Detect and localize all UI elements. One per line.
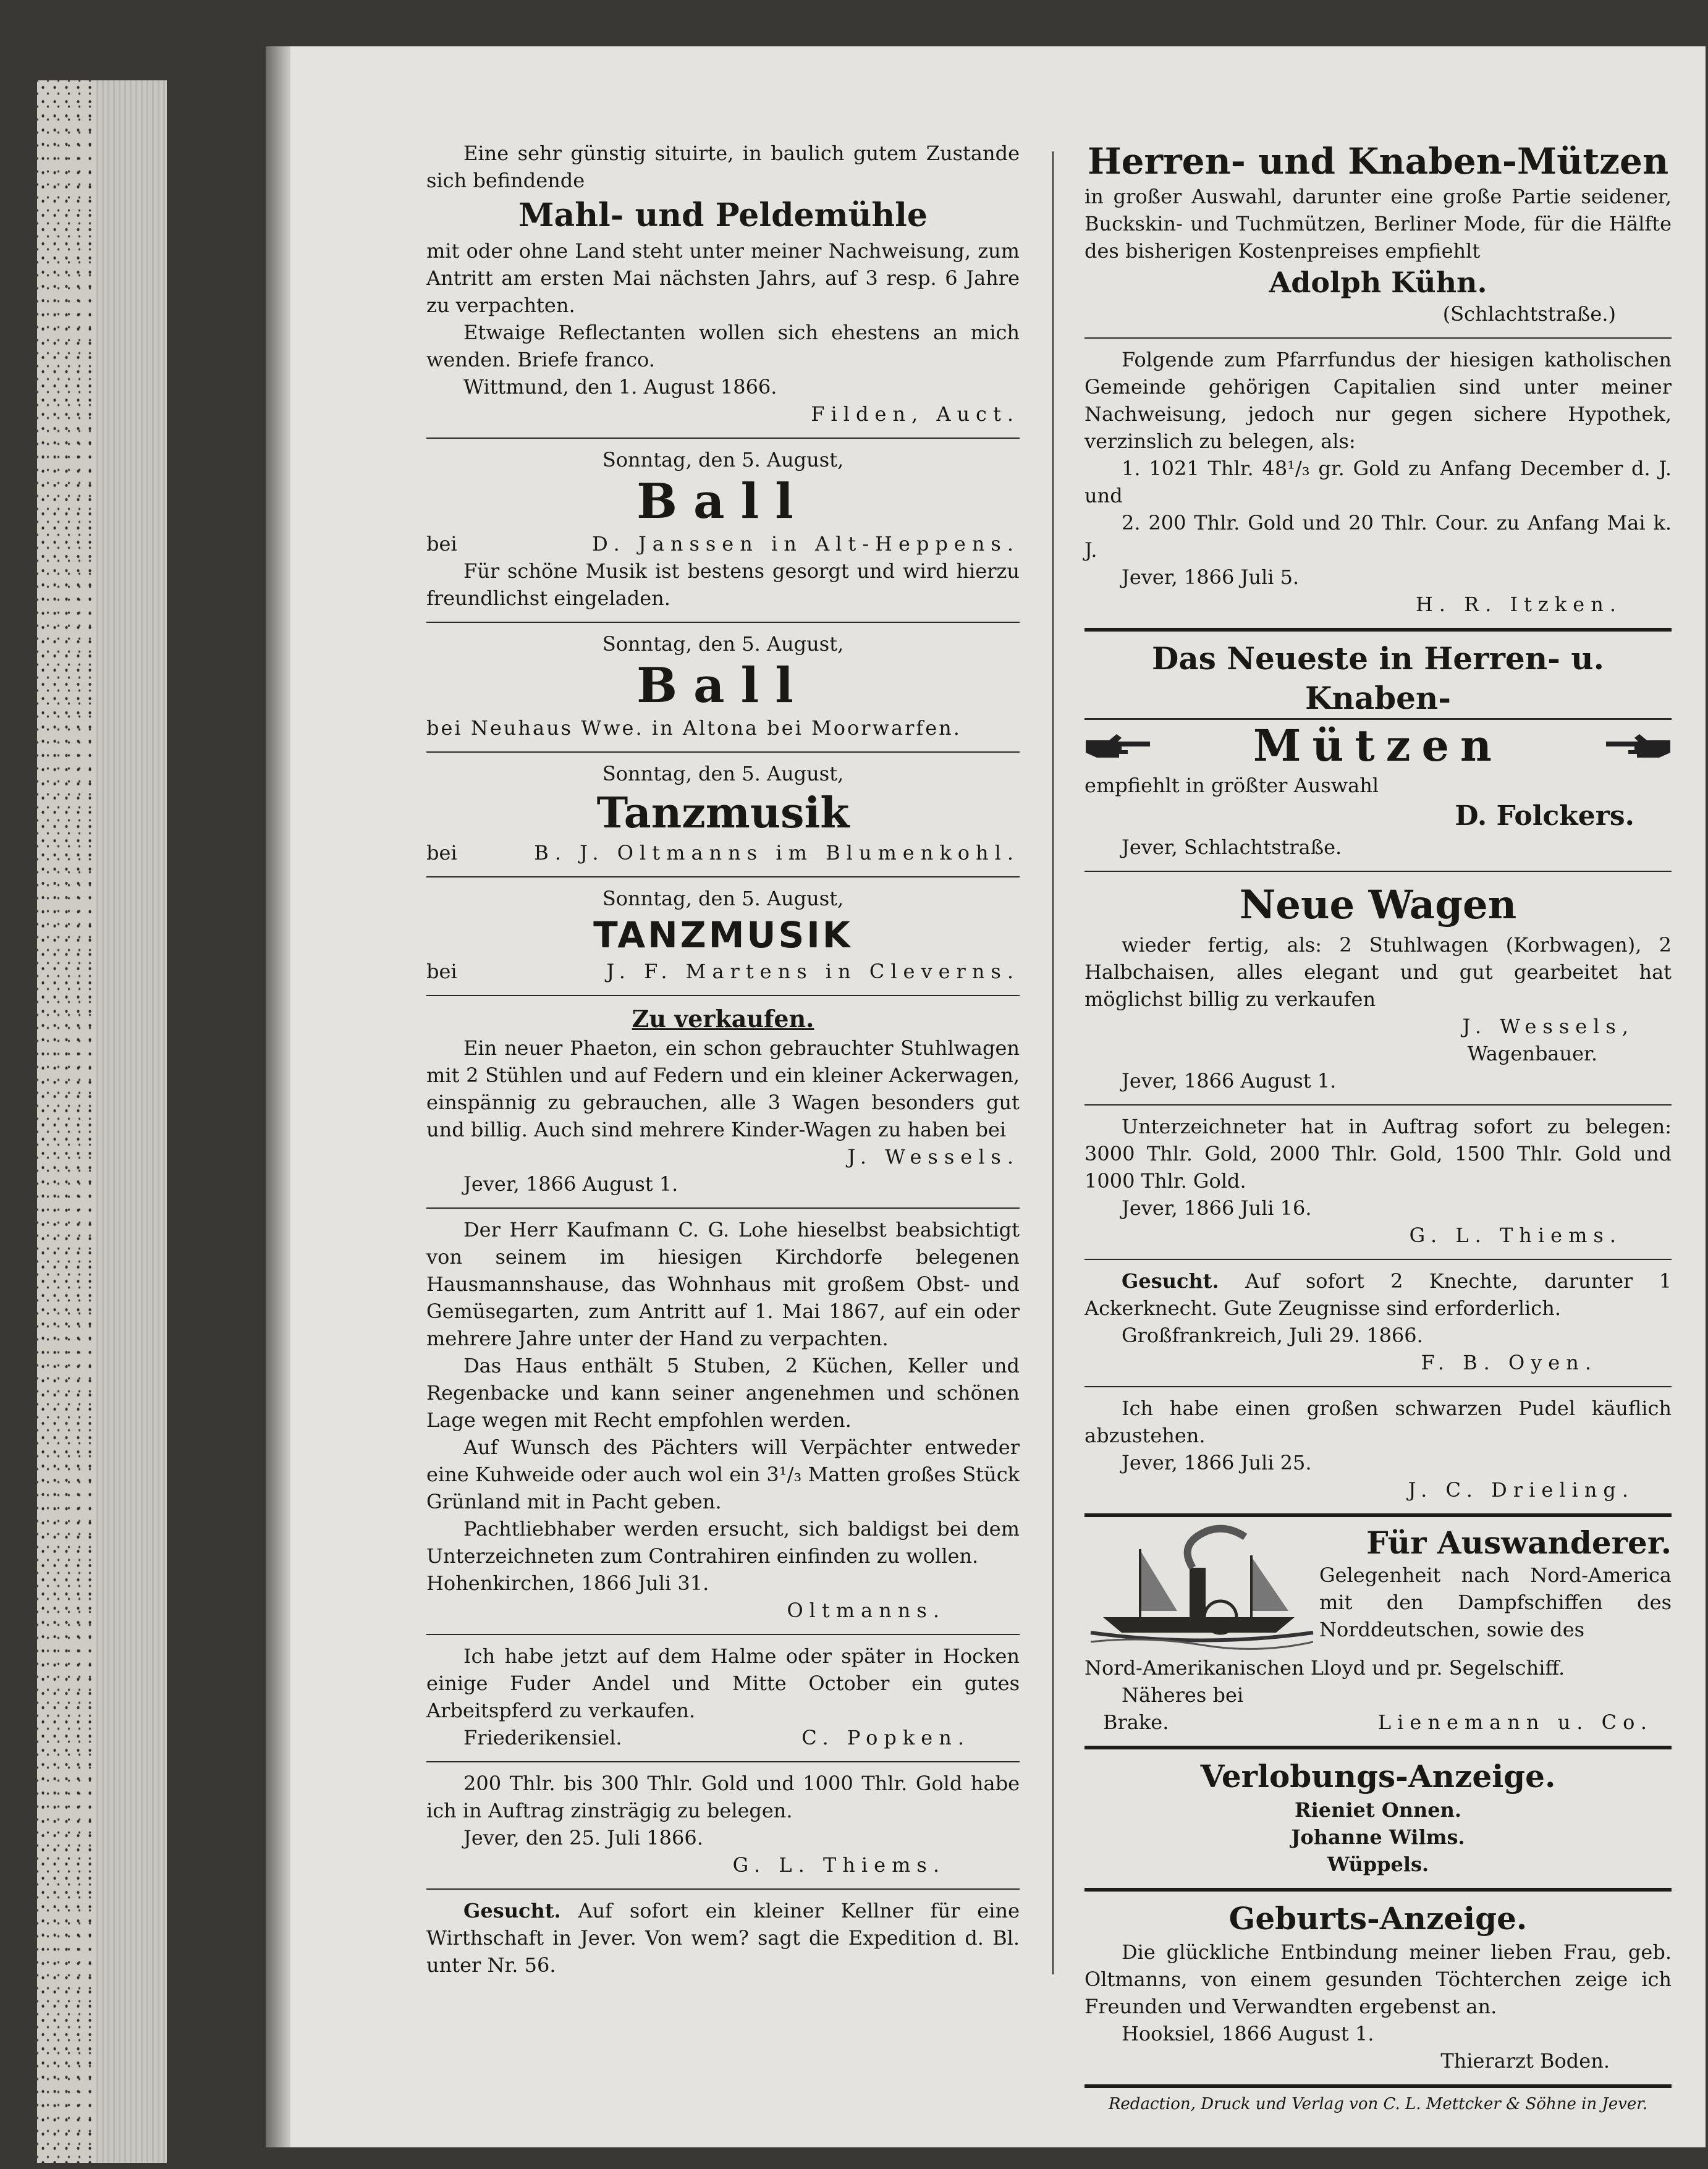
ad-place-date: Jever, 1866 August 1. xyxy=(463,1172,679,1196)
ad-headline: Das Neueste in Herren- u. Knaben- xyxy=(1084,639,1672,720)
ad-signature: J. C. Drieling. xyxy=(1408,1478,1634,1502)
ad-place-date: Jever, 1866 August 1. xyxy=(1122,1069,1337,1093)
ad-separator xyxy=(426,622,1020,623)
ad-ball-janssen xyxy=(426,442,1020,618)
ad-headline: Tanzmusik xyxy=(596,789,850,838)
steamship-illustration xyxy=(1084,1524,1319,1654)
ad-signature: Thierarzt Boden. xyxy=(1440,2049,1610,2073)
ad-name: Rieniet Onnen. xyxy=(1295,1798,1461,1822)
ad-prefix: bei xyxy=(426,960,457,983)
ad-signature: G. L. Thiems. xyxy=(1409,1224,1622,1247)
ad-text: 200 Thlr. bis 300 Thlr. Gold und 1000 Thlr. Gold habe ich in Auftrag zinsträgig zu belegen. xyxy=(426,1772,1020,1822)
ad-wagen-verkauf xyxy=(426,1000,1020,1204)
ad-text: Folgende zum Pfarrfundus der hiesigen katholischen Gemeinde gehörigen Capitalien sind unter meiner Nachweisung, jedoch nur gegen sichere Hypothek, verzinslich zu belegen, als: xyxy=(1084,348,1672,453)
ad-tanzmusik-oltmanns xyxy=(426,756,1020,873)
ad-lead: Gesucht. xyxy=(463,1899,561,1922)
ad-thiems-belegen xyxy=(1084,1109,1672,1255)
ad-signature: H. R. Itzken. xyxy=(1415,593,1622,616)
ad-place-date: Jever, Schlachtstraße. xyxy=(1122,835,1342,859)
ad-subtitle: (Schlachtstraße.) xyxy=(1442,302,1616,326)
ad-separator xyxy=(1084,1513,1672,1517)
ad-place-date: Jever, 1866 Juli 5. xyxy=(1122,565,1300,589)
ad-date: Sonntag, den 5. August, xyxy=(602,887,844,910)
ad-name: Johanne Wilms. xyxy=(1291,1825,1465,1849)
ad-headline: TANZMUSIK xyxy=(593,914,853,956)
ad-separator xyxy=(1084,337,1672,339)
ad-text: in großer Auswahl, darunter eine große Partie seidener, Buckskin- und Tuchmützen, Berliner Mode, für die Hälfte des bisherigen Kostenpreises empfiehlt xyxy=(1084,185,1672,263)
ad-text: Auf sofort ein kleiner Kellner für eine Wirthschaft in Jever. Von wem? sagt die Expedition d. Bl. unter Nr. 56. xyxy=(426,1899,1020,1977)
column-divider xyxy=(1052,151,1054,1974)
ad-signature-sub: Wagenbauer. xyxy=(1467,1042,1597,1065)
ad-tanzmusik-martens xyxy=(426,881,1020,991)
ad-separator xyxy=(426,1888,1020,1890)
ad-date: Sonntag, den 5. August, xyxy=(602,448,844,471)
ad-signature: C. Popken. xyxy=(801,1726,970,1749)
pointing-hand-icon xyxy=(1604,732,1672,760)
ad-pfarrfundus xyxy=(1084,342,1672,624)
ad-venue: bei Neuhaus Wwe. in Altona bei Moorwarfen. xyxy=(426,716,962,740)
ad-separator xyxy=(426,438,1020,439)
ad-headline: Herren- und Knaben-Mützen xyxy=(1087,140,1669,182)
ad-separator xyxy=(1084,1746,1672,1749)
ad-signature: F. B. Oyen. xyxy=(1421,1351,1597,1374)
ad-gesucht-kellner xyxy=(426,1893,1020,1985)
ad-place-date: Wittmund, den 1. August 1866. xyxy=(463,375,777,399)
ad-headline: Verlobungs-Anzeige. xyxy=(1200,1758,1556,1795)
ad-separator xyxy=(1084,1104,1672,1106)
ad-venue: B. J. Oltmanns im Blumenkohl. xyxy=(534,841,1020,865)
ad-text: empfiehlt in größter Auswahl xyxy=(1084,774,1379,797)
ad-text: Ein neuer Phaeton, ein schon gebrauchter Stuhlwagen mit 2 Stühlen und auf Federn und ein kleiner Ackerwagen, einspännig zu gebrauchen, alle 3 Wagen besonders gut und billig. Auch sind mehrere Kinder-Wagen zu haben bei xyxy=(426,1036,1020,1141)
ad-neue-wagen xyxy=(1084,876,1672,1101)
ad-thiems-gold xyxy=(426,1766,1020,1885)
ad-place-date: Jever, den 25. Juli 1866. xyxy=(463,1826,703,1850)
ad-venue: D. Janssen in Alt-Heppens. xyxy=(592,532,1020,556)
ad-place-date: Jever, 1866 Juli 25. xyxy=(1122,1451,1312,1474)
ad-text: mit oder ohne Land steht unter meiner Nachweisung, zum Antritt am ersten Mai nächsten Jahrs, auf 3 resp. 6 Jahre zu verpachten. xyxy=(426,239,1020,317)
ad-place: Wüppels. xyxy=(1327,1853,1429,1876)
ad-text: Nord-Amerikanischen Lloyd und pr. Segelschiff. xyxy=(1084,1656,1565,1680)
ad-signature: D. Folckers. xyxy=(1455,800,1634,832)
ad-prefix: bei xyxy=(426,532,457,556)
ad-place-date: Jever, 1866 Juli 16. xyxy=(1122,1196,1312,1220)
ad-gesucht-knechte xyxy=(1084,1264,1672,1382)
ad-place-date: Großfrankreich, Juli 29. 1866. xyxy=(1122,1324,1423,1347)
ad-separator xyxy=(426,751,1020,753)
ad-more: Näheres bei xyxy=(1122,1683,1244,1707)
ad-verpachtung-lohe xyxy=(426,1212,1020,1630)
footer-separator xyxy=(1084,2084,1672,2088)
ad-separator xyxy=(426,1761,1020,1762)
ad-text: Etwaige Reflectanten wollen sich ehestens an mich wenden. Briefe franco. xyxy=(426,321,1020,371)
ad-separator xyxy=(1084,1386,1672,1387)
ad-signature: G. L. Thiems. xyxy=(732,1853,945,1877)
ad-headline: Mahl- und Peldemühle xyxy=(518,197,928,234)
right-column xyxy=(1084,136,1672,2116)
ad-geburt xyxy=(1084,1895,1672,2081)
ad-separator xyxy=(426,1207,1020,1209)
ad-headline: Für Auswanderer. xyxy=(1366,1524,1672,1561)
ad-text: Eine sehr günstig situirte, in baulich gutem Zustande sich befindende xyxy=(426,142,1020,192)
ad-signature: Adolph Kühn. xyxy=(1269,266,1487,299)
ad-separator xyxy=(426,1634,1020,1635)
ad-separator xyxy=(1084,1259,1672,1260)
ad-muetzen-kuehn xyxy=(1084,136,1672,334)
ad-place-date: Hohenkirchen, 1866 Juli 31. xyxy=(426,1571,709,1595)
pointing-hand-icon xyxy=(1084,732,1152,760)
book-edge-speckle xyxy=(37,80,96,2163)
ad-venue: J. F. Martens in Cleverns. xyxy=(606,960,1020,983)
ad-signature: Oltmanns. xyxy=(787,1599,945,1622)
ad-verlobung xyxy=(1084,1753,1672,1884)
ad-list-item: 2. 200 Thlr. Gold und 20 Thlr. Cour. zu Anfang Mai k. J. xyxy=(1084,511,1672,562)
ad-place: Brake. xyxy=(1103,1710,1169,1734)
ad-text: Der Herr Kaufmann C. G. Lohe hieselbst beabsichtigt von seinem im hiesigen Kirchdorfe belegenen Hausmannshause, das Wohnhaus mit großem Obst- und Gemüsegarten, zum Antritt auf 1. Mai 1867, auf ein oder mehrere Jahre unter der Hand zu verpachten. xyxy=(426,1218,1020,1350)
ad-separator xyxy=(1084,628,1672,632)
ad-text: Unterzeichneter hat in Auftrag sofort zu belegen: 3000 Thlr. Gold, 2000 Thlr. Gold, 1500 Thlr. Gold und 1000 Thlr. Gold. xyxy=(1084,1115,1672,1193)
ad-big-word: Mützen xyxy=(1253,720,1503,771)
ad-text: Pachtliebhaber werden ersucht, sich baldigst bei dem Unterzeichneten zum Contrahiren einfinden zu wollen. xyxy=(426,1517,1020,1568)
ad-pudel xyxy=(1084,1391,1672,1510)
ad-place-date: Hooksiel, 1866 August 1. xyxy=(1122,2022,1374,2045)
ad-muehle xyxy=(426,136,1020,434)
ad-headline: Ball xyxy=(636,657,810,714)
ad-text: wieder fertig, als: 2 Stuhlwagen (Korbwagen), 2 Halbchaisen, alles elegant und gut gearbeitet hat möglichst billig zu verkaufen xyxy=(1084,933,1672,1011)
ad-list-item: 1. 1021 Thlr. 48¹/₃ gr. Gold zu Anfang December d. J. und xyxy=(1084,457,1672,507)
ad-signature: J. Wessels, xyxy=(1462,1015,1634,1038)
ad-headline: Zu verkaufen. xyxy=(632,1005,814,1033)
ad-text: Das Haus enthält 5 Stuben, 2 Küchen, Keller und Regenbacke und kann seiner angenehmen und schönen Lage wegen mit Recht empfohlen werden. xyxy=(426,1354,1020,1432)
ad-separator xyxy=(426,995,1020,996)
ad-headline: Neue Wagen xyxy=(1239,882,1517,928)
ad-headline: Geburts-Anzeige. xyxy=(1228,1900,1528,1937)
ad-ball-neuhaus xyxy=(426,627,1020,748)
ad-place-date: Friederikensiel. xyxy=(463,1726,622,1749)
ad-lead: Gesucht. xyxy=(1122,1269,1219,1293)
ad-signature: J. Wessels. xyxy=(847,1145,1020,1169)
ad-text: Gelegenheit nach Nord-America mit den Dampfschiffen des Norddeutschen, sowie des xyxy=(1319,1563,1672,1641)
ad-text: Ich habe einen großen schwarzen Pudel käuflich abzustehen. xyxy=(1084,1397,1672,1447)
ad-date: Sonntag, den 5. August, xyxy=(602,762,844,785)
ad-headline: Ball xyxy=(636,473,810,530)
ad-text: Auf Wunsch des Pächters will Verpächter entweder eine Kuhweide oder auch wol ein 3¹/₃ Matten großes Stück Grünland mit in Pacht geben. xyxy=(426,1435,1020,1513)
ad-text: Auf sofort 2 Knechte, darunter 1 Ackerknecht. Gute Zeugnisse sind erforderlich. xyxy=(1084,1269,1672,1320)
ad-auswanderer xyxy=(1084,1521,1672,1742)
ad-text: Für schöne Musik ist bestens gesorgt und wird hierzu freundlichst eingeladen. xyxy=(426,559,1020,610)
ad-muetzen-folckers xyxy=(1084,635,1672,867)
ad-separator xyxy=(1084,1888,1672,1892)
imprint-footer: Redaction, Druck und Verlag von C. L. Mettcker & Söhne in Jever. xyxy=(1108,2095,1648,2113)
left-column xyxy=(426,136,1020,1985)
ad-text: Die glückliche Entbindung meiner lieben Frau, geb. Oltmanns, von einem gesunden Töchterchen zeige ich Freunden und Verwandten ergebenst an. xyxy=(1084,1940,1672,2018)
ad-signature: Filden, Auct. xyxy=(811,402,1020,426)
ad-date: Sonntag, den 5. August, xyxy=(602,632,844,656)
ad-popken xyxy=(426,1639,1020,1757)
ad-separator xyxy=(426,876,1020,877)
ad-signature: Lienemann u. Co. xyxy=(1377,1710,1653,1734)
ad-prefix: bei xyxy=(426,841,457,865)
ad-separator xyxy=(1084,871,1672,872)
page-gutter-shadow xyxy=(266,46,290,2147)
ad-text: Ich habe jetzt auf dem Halme oder später in Hocken einige Fuder Andel und Mitte October ein gutes Arbeitspferd zu verkaufen. xyxy=(426,1644,1020,1722)
